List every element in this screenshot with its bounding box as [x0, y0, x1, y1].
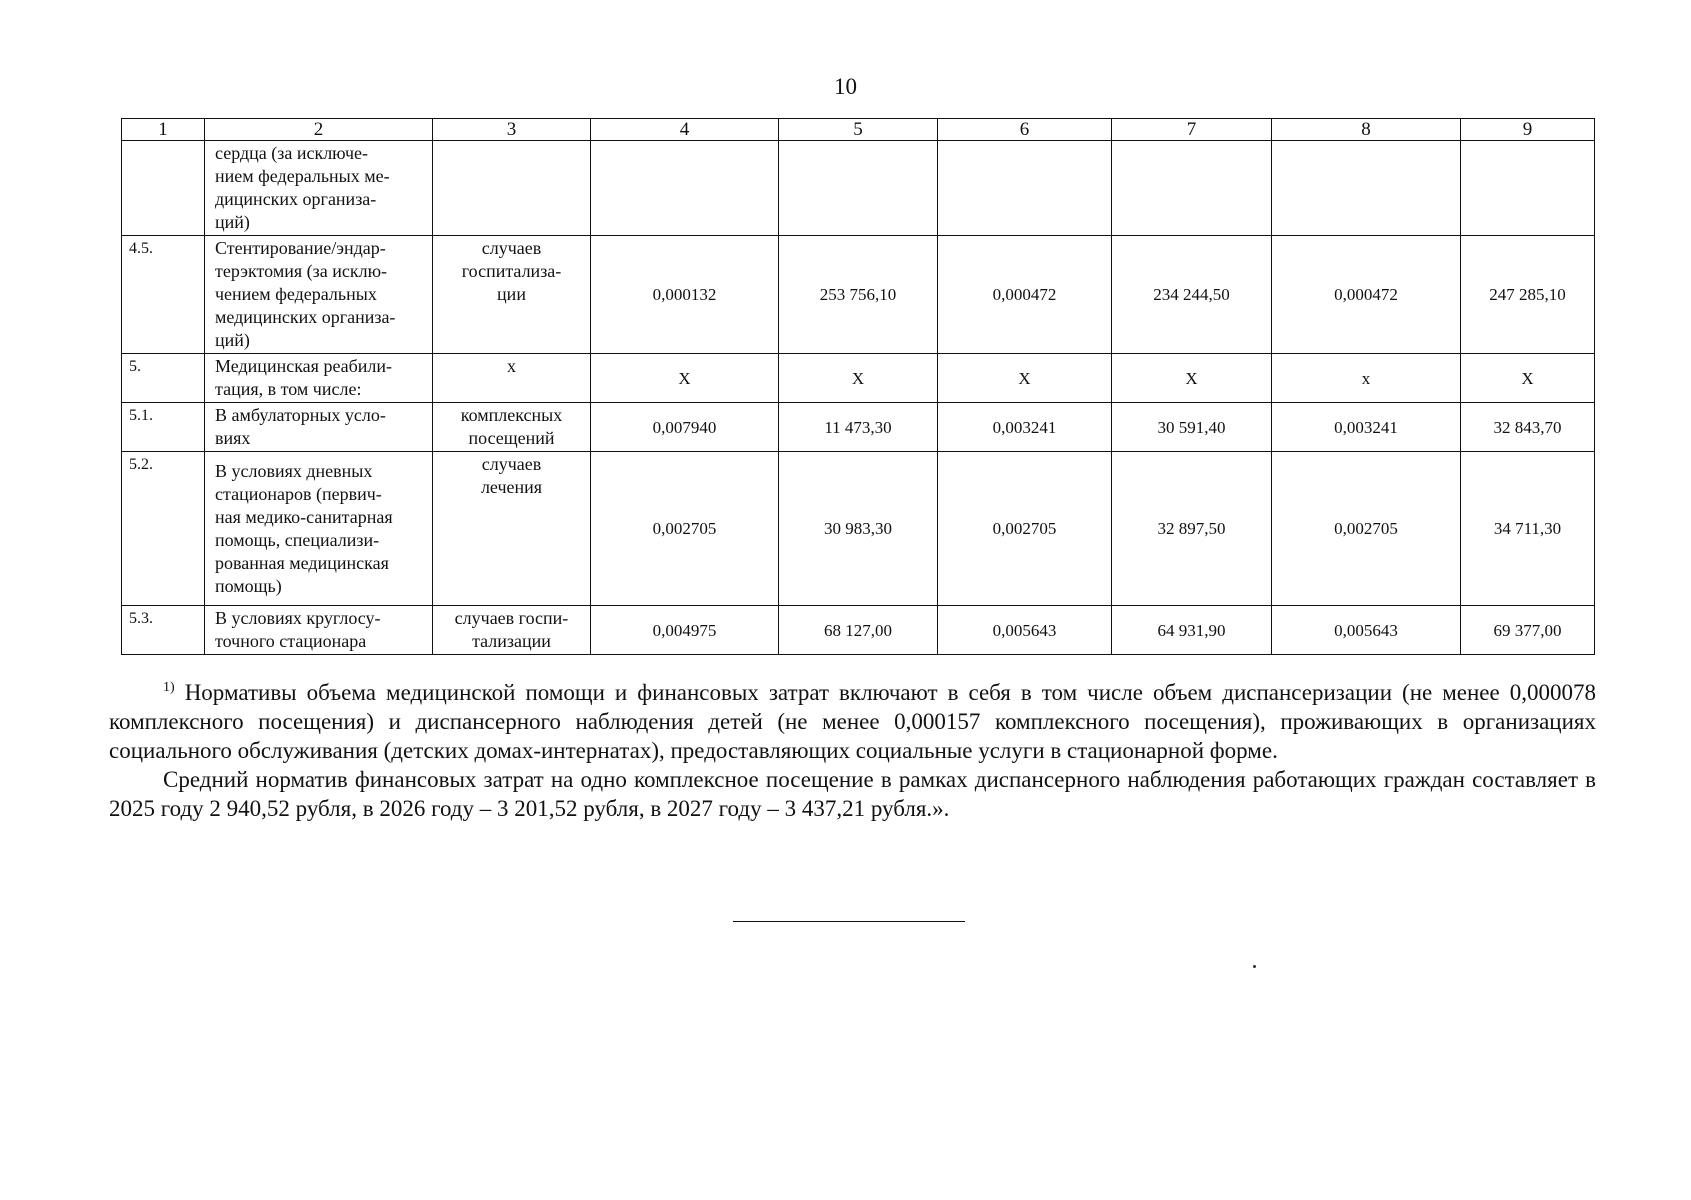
value-cell: 0,005643 — [938, 606, 1112, 655]
row-number-cell — [122, 141, 205, 236]
value-cell: 0,005643 — [1272, 606, 1461, 655]
row-number-cell: 5.3. — [122, 606, 205, 655]
table-row — [122, 141, 1595, 236]
value-cell: 34 711,30 — [1461, 452, 1595, 606]
value-cell — [591, 141, 779, 236]
value-cell: 32 843,70 — [1461, 403, 1595, 452]
value-cell: 0,002705 — [1272, 452, 1461, 606]
row-unit-cell: случаев госпи- тализации — [433, 606, 591, 655]
header-cell: 2 — [205, 119, 433, 141]
row-name-cell: В условиях круглосу- точного стационара — [205, 606, 433, 655]
row-number-cell: 4.5. — [122, 236, 205, 354]
value-cell: 0,004975 — [591, 606, 779, 655]
row-number-cell: 5. — [122, 354, 205, 403]
page-number: 10 — [834, 74, 857, 99]
table-row — [122, 452, 1595, 606]
footnote-2: Средний норматив финансовых затрат на одно комплексное посещение в рамках диспансерного наблюдения работающих граждан составляет в 2025 году 2 940,52 рубля, в 2026 году – 3 201,52 рубля, в 2027 году – 3 437,21 рубля.». — [109, 767, 1596, 821]
header-cell: 7 — [1112, 119, 1272, 141]
value-cell: Х — [779, 354, 938, 403]
scan-speck — [1253, 965, 1256, 968]
row-number-cell: 5.2. — [122, 452, 205, 606]
row-name-cell: Стентирование/эндар- терэктомия (за исклю- чением федеральных медицинских организа- ций) — [205, 236, 433, 354]
end-of-document-rule — [733, 921, 965, 922]
value-cell: 32 897,50 — [1112, 452, 1272, 606]
value-cell — [938, 141, 1112, 236]
header-cell: 8 — [1272, 119, 1461, 141]
value-cell: 247 285,10 — [1461, 236, 1595, 354]
value-cell: 234 244,50 — [1112, 236, 1272, 354]
row-name-cell: В амбулаторных усло- виях — [205, 403, 433, 452]
row-name-cell: Медицинская реабили- тация, в том числе: — [205, 354, 433, 403]
value-cell: 64 931,90 — [1112, 606, 1272, 655]
footnote-marker: 1) — [163, 680, 175, 695]
value-cell: 0,002705 — [591, 452, 779, 606]
value-cell — [1112, 141, 1272, 236]
header-cell: 1 — [122, 119, 205, 141]
value-cell: 69 377,00 — [1461, 606, 1595, 655]
table-row — [122, 354, 1595, 403]
table-header-row — [122, 119, 1595, 141]
value-cell — [1272, 141, 1461, 236]
row-unit-cell: случаев лечения — [433, 452, 591, 606]
value-cell: 11 473,30 — [779, 403, 938, 452]
row-name-cell: В условиях дневных стационаров (первич- ная медико-санитарная помощь, специализи- рованная медицинская помощь) — [205, 452, 433, 606]
row-unit-cell: комплексных посещений — [433, 403, 591, 452]
table-row — [122, 236, 1595, 354]
value-cell: 0,000472 — [938, 236, 1112, 354]
value-cell: Х — [591, 354, 779, 403]
value-cell: 0,003241 — [938, 403, 1112, 452]
value-cell: 0,000472 — [1272, 236, 1461, 354]
value-cell: 253 756,10 — [779, 236, 938, 354]
row-name-cell: сердца (за исключе- нием федеральных ме- дицинских организа- ций) — [205, 141, 433, 236]
table-row — [122, 403, 1595, 452]
footnote-1 — [109, 678, 1596, 765]
footnotes — [109, 678, 1596, 823]
value-cell: 0,002705 — [938, 452, 1112, 606]
value-cell: Х — [1461, 354, 1595, 403]
norms-table — [121, 118, 1595, 655]
value-cell — [779, 141, 938, 236]
row-unit-cell: случаев госпитализа- ции — [433, 236, 591, 354]
value-cell: 68 127,00 — [779, 606, 938, 655]
header-cell: 4 — [591, 119, 779, 141]
value-cell: 0,000132 — [591, 236, 779, 354]
value-cell: 30 591,40 — [1112, 403, 1272, 452]
header-cell: 3 — [433, 119, 591, 141]
header-cell: 9 — [1461, 119, 1595, 141]
value-cell — [1461, 141, 1595, 236]
table-row — [122, 606, 1595, 655]
footnote-1-text: Нормативы объема медицинской помощи и финансовых затрат включают в себя в том числе объем диспансеризации (не менее 0,000078 комплексного посещения) и диспансерного наблюдения детей (не менее 0,000157 комплексного посещения), проживающих в организациях социального обслуживания (детских домах-интернатах), предоставляющих социальные услуги в стационарной форме. — [109, 680, 1596, 763]
row-unit-cell: х — [433, 354, 591, 403]
header-cell: 5 — [779, 119, 938, 141]
value-cell: 0,003241 — [1272, 403, 1461, 452]
header-cell: 6 — [938, 119, 1112, 141]
row-unit-cell — [433, 141, 591, 236]
value-cell: 0,007940 — [591, 403, 779, 452]
value-cell: 30 983,30 — [779, 452, 938, 606]
row-number-cell: 5.1. — [122, 403, 205, 452]
value-cell: Х — [938, 354, 1112, 403]
value-cell: Х — [1112, 354, 1272, 403]
value-cell: х — [1272, 354, 1461, 403]
